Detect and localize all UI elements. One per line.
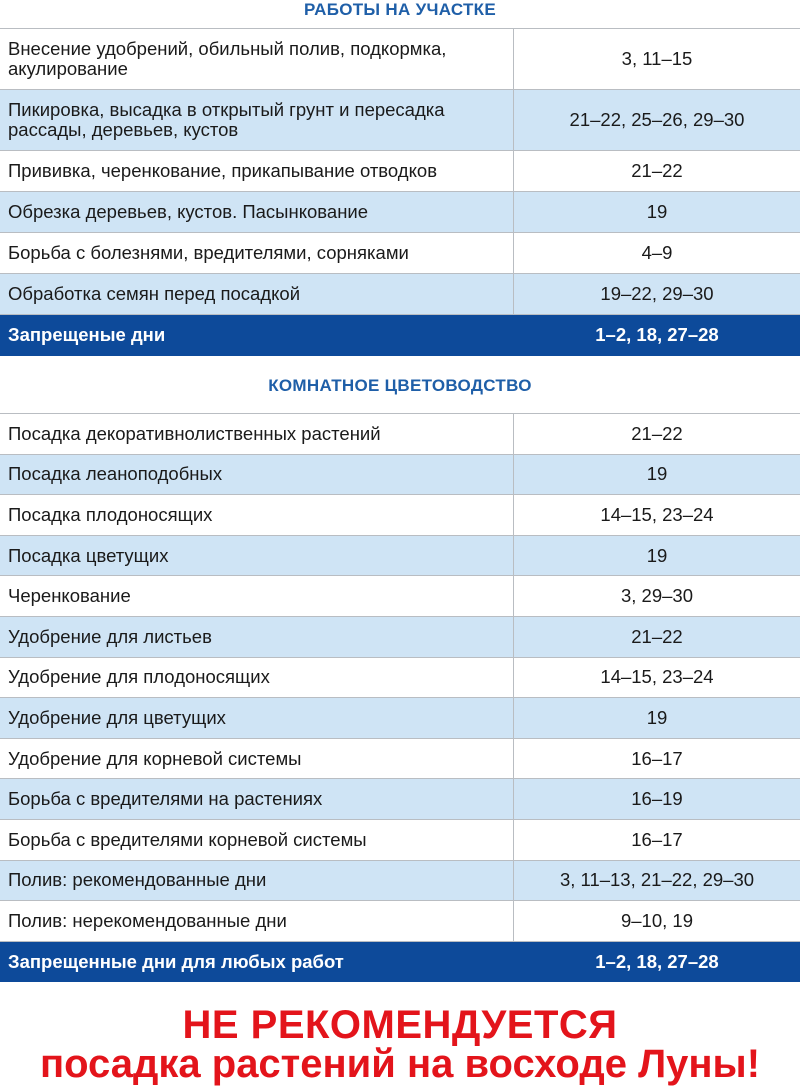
- days-cell: 9–10, 19: [514, 901, 800, 942]
- days-cell: 16–17: [514, 819, 800, 860]
- forbidden-days-row: [0, 315, 800, 356]
- task-cell: Борьба с вредителями корневой системы: [0, 819, 514, 860]
- section-title-garden: РАБОТЫ НА УЧАСТКЕ: [303, 0, 497, 19]
- days-cell: 14–15, 23–24: [514, 657, 800, 698]
- table-row: [0, 29, 800, 90]
- table-row: [0, 274, 800, 315]
- table-row: [0, 90, 800, 151]
- table-row: [0, 901, 800, 942]
- garden-works-table: [0, 28, 800, 356]
- table-row: [0, 192, 800, 233]
- task-cell: Обработка семян перед посадкой: [0, 274, 514, 315]
- days-cell: 3, 11–13, 21–22, 29–30: [514, 860, 800, 901]
- warning-headline: НЕ РЕКОМЕНДУЕТСЯ: [182, 1003, 618, 1047]
- forbidden-label: Запрещенные дни для любых работ: [0, 941, 514, 982]
- days-cell: 21–22: [514, 151, 800, 192]
- days-cell: 21–22, 25–26, 29–30: [514, 90, 800, 151]
- days-cell: 14–15, 23–24: [514, 495, 800, 536]
- section-title-indoor: КОМНАТНОЕ ЦВЕТОВОДСТВО: [268, 376, 532, 395]
- days-cell: 16–19: [514, 779, 800, 820]
- table-row: [0, 495, 800, 536]
- table-row: [0, 616, 800, 657]
- table-row: [0, 576, 800, 617]
- table-row: [0, 860, 800, 901]
- days-cell: 19: [514, 698, 800, 739]
- days-cell: 3, 11–15: [514, 29, 800, 90]
- table-row: [0, 698, 800, 739]
- forbidden-label: Запрещеные дни: [0, 315, 514, 356]
- task-cell: Прививка, черенкование, прикапывание отводков: [0, 151, 514, 192]
- days-cell: 4–9: [514, 233, 800, 274]
- task-cell: Посадка декоративнолиственных растений: [0, 414, 514, 455]
- table-row: [0, 738, 800, 779]
- task-cell: Удобрение для плодоносящих: [0, 657, 514, 698]
- task-cell: Обрезка деревьев, кустов. Пасынкование: [0, 192, 514, 233]
- task-cell: Внесение удобрений, обильный полив, подкормка, акулирование: [0, 29, 514, 90]
- days-cell: 16–17: [514, 738, 800, 779]
- task-cell: Удобрение для цветущих: [0, 698, 514, 739]
- task-cell: Полив: нерекомендованные дни: [0, 901, 514, 942]
- task-cell: Пикировка, высадка в открытый грунт и пересадка рассады, деревьев, кустов: [0, 90, 514, 151]
- forbidden-days: 1–2, 18, 27–28: [514, 941, 800, 982]
- days-cell: 21–22: [514, 616, 800, 657]
- days-cell: 19–22, 29–30: [514, 274, 800, 315]
- task-cell: Удобрение для корневой системы: [0, 738, 514, 779]
- warning-subline: посадка растений на восходе Луны!: [39, 1042, 761, 1086]
- days-cell: 21–22: [514, 414, 800, 455]
- forbidden-days-row: [0, 941, 800, 982]
- task-cell: Посадка леаноподобных: [0, 454, 514, 495]
- table-row: [0, 657, 800, 698]
- indoor-floriculture-table: [0, 413, 800, 982]
- task-cell: Черенкование: [0, 576, 514, 617]
- days-cell: 3, 29–30: [514, 576, 800, 617]
- table-row: [0, 454, 800, 495]
- task-cell: Борьба с вредителями на растениях: [0, 779, 514, 820]
- days-cell: 19: [514, 535, 800, 576]
- task-cell: Посадка цветущих: [0, 535, 514, 576]
- days-cell: 19: [514, 192, 800, 233]
- table-row: [0, 151, 800, 192]
- table-row: [0, 233, 800, 274]
- task-cell: Полив: рекомендованные дни: [0, 860, 514, 901]
- table-row: [0, 414, 800, 455]
- task-cell: Посадка плодоносящих: [0, 495, 514, 536]
- forbidden-days: 1–2, 18, 27–28: [514, 315, 800, 356]
- table-row: [0, 535, 800, 576]
- days-cell: 19: [514, 454, 800, 495]
- table-row: [0, 779, 800, 820]
- table-row: [0, 819, 800, 860]
- task-cell: Борьба с болезнями, вредителями, сорняками: [0, 233, 514, 274]
- task-cell: Удобрение для листьев: [0, 616, 514, 657]
